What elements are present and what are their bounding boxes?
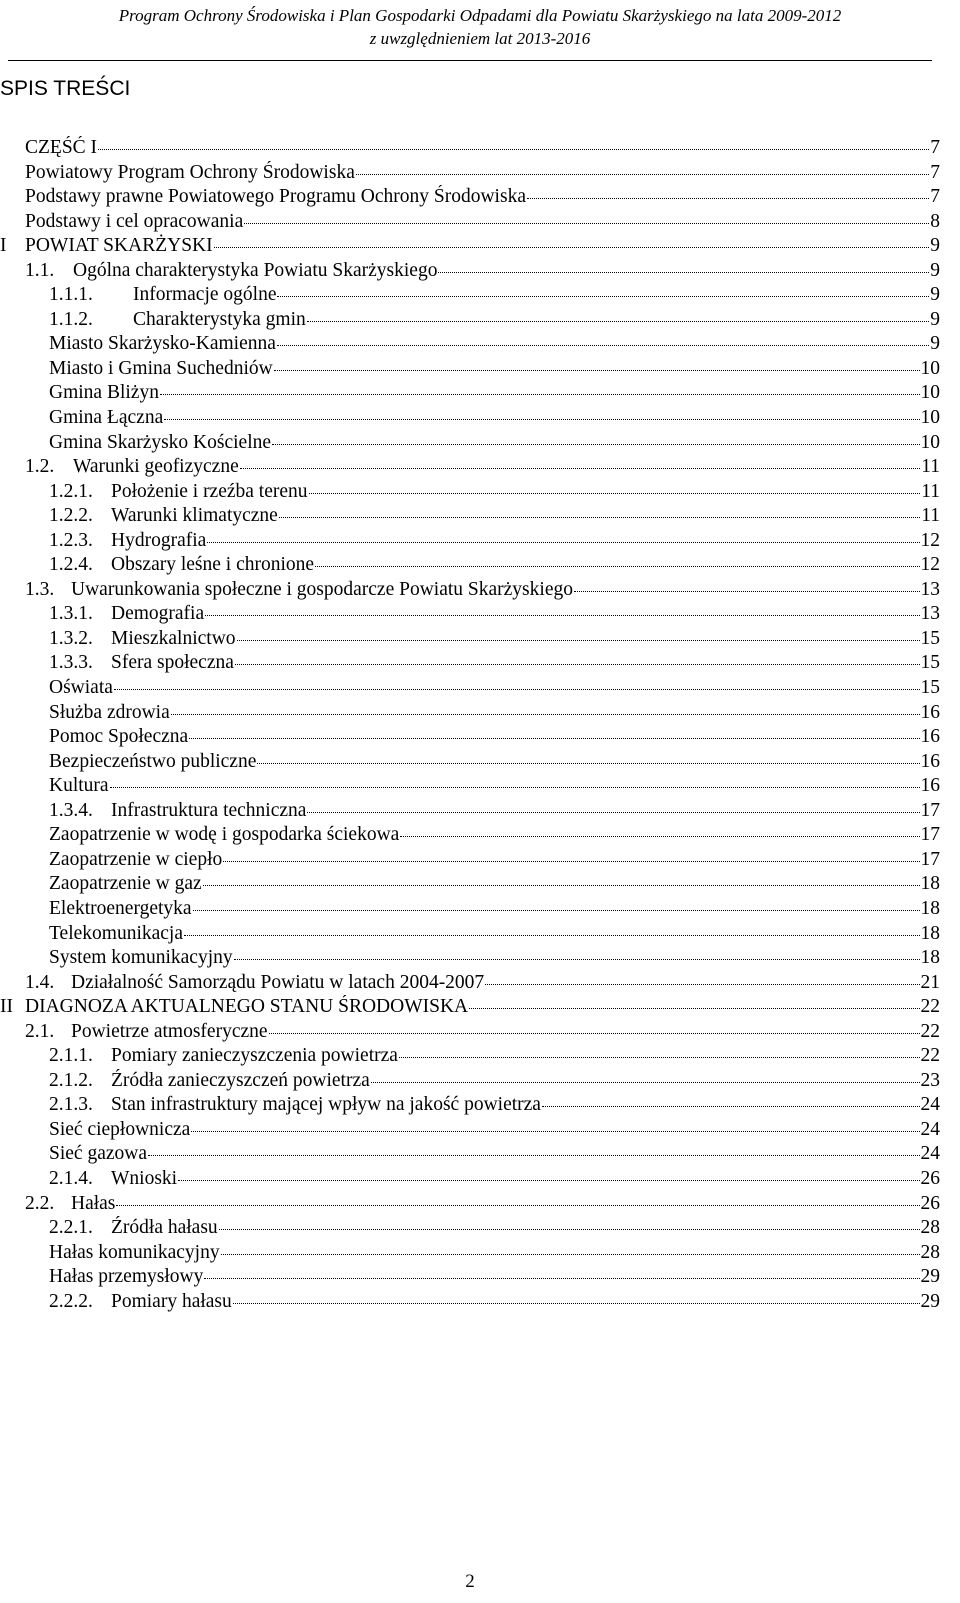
toc-dot-leader [214, 247, 930, 248]
toc-entry-number: 2.1.1. [49, 1045, 93, 1067]
toc-entry-title: Oświata [49, 677, 113, 699]
toc-dot-leader [233, 1303, 920, 1304]
toc-entry[interactable] [0, 627, 940, 652]
toc-entry[interactable] [0, 332, 940, 357]
toc-entry-number: 2.2.2. [49, 1290, 93, 1312]
toc-dot-leader [542, 1106, 920, 1107]
toc-dot-leader [219, 1229, 920, 1230]
toc-entry[interactable] [0, 1044, 940, 1069]
toc-entry-title: Gmina Bliżyn [49, 382, 159, 404]
toc-entry-title: CZĘŚĆ I [25, 137, 98, 158]
toc-entry-title: Gmina Łączna [49, 407, 164, 429]
toc-dot-leader [204, 1278, 919, 1279]
toc-dot-leader [277, 345, 929, 346]
toc-entry-title: Hałas komunikacyjny [49, 1241, 220, 1263]
toc-entry[interactable] [0, 1142, 940, 1167]
toc-entry-page: 24 [920, 1094, 940, 1116]
toc-entry-number: 1.3.1. [49, 603, 93, 625]
toc-dot-leader [315, 566, 919, 567]
toc-entry-page: 9 [930, 333, 940, 355]
toc-dot-leader [114, 689, 920, 690]
header-rule [8, 60, 932, 61]
toc-dot-leader [307, 812, 919, 813]
toc-entry-page: 17 [920, 848, 940, 870]
toc-dot-leader [184, 935, 920, 936]
toc-dot-leader [178, 1180, 919, 1181]
toc-entry[interactable] [0, 750, 940, 775]
toc-entry-page: 26 [920, 1167, 940, 1189]
toc-entry-number: 2.1.4. [49, 1167, 93, 1189]
toc-entry-title: Pomiary zanieczyszczenia powietrza [111, 1045, 398, 1067]
toc-entry[interactable] [0, 897, 940, 922]
toc-entry-page: 17 [920, 799, 940, 821]
toc-dot-leader [116, 1205, 919, 1206]
toc-entry[interactable] [0, 1020, 940, 1045]
toc-entry-title: Elektroenergetyka [49, 897, 192, 919]
toc-dot-leader [203, 885, 920, 886]
toc-entry-page: 16 [920, 775, 940, 797]
toc-dot-leader [277, 296, 929, 297]
toc-entry-title: Sfera społeczna [111, 652, 234, 674]
toc-dot-leader [148, 1155, 920, 1156]
toc-entry-page: 22 [920, 996, 940, 1018]
toc-dot-leader [164, 419, 919, 420]
toc-entry-title: Miasto Skarżysko-Kamienna [49, 333, 276, 355]
toc-entry-number: 1.2. [25, 456, 55, 478]
toc-entry-page: 18 [920, 897, 940, 919]
toc-entry[interactable] [0, 1290, 940, 1315]
toc-entry-title: Sieć gazowa [49, 1143, 147, 1165]
toc-dot-leader [207, 542, 919, 543]
toc-dot-leader [279, 517, 920, 518]
toc-entry-page: 18 [920, 922, 940, 944]
toc-entry[interactable] [0, 1265, 940, 1290]
toc-entry[interactable] [0, 1216, 940, 1241]
toc-entry[interactable] [0, 504, 940, 529]
toc-entry[interactable] [0, 651, 940, 676]
toc-entry[interactable] [0, 357, 940, 382]
toc-entry-page: 10 [920, 407, 940, 429]
toc-entry[interactable] [0, 848, 940, 873]
toc-entry-page: 15 [920, 627, 940, 649]
toc-entry-page: 13 [920, 578, 940, 600]
toc-entry-title: Telekomunikacja [49, 922, 183, 944]
toc-entry-title: DIAGNOZA AKTUALNEGO STANU ŚRODOWISKA [25, 996, 469, 1018]
toc-entry[interactable] [0, 480, 940, 505]
toc-entry-page: 11 [921, 480, 940, 502]
toc-entry[interactable] [0, 283, 940, 308]
toc-entry-title: POWIAT SKARŻYSKI [25, 235, 213, 257]
toc-entry[interactable] [0, 1167, 940, 1192]
toc-dot-leader [223, 861, 919, 862]
toc-entry-number: 1.1.1. [49, 284, 93, 306]
toc-entry[interactable] [0, 946, 940, 971]
toc-entry-number: 2.2.1. [49, 1217, 93, 1239]
toc-entry-page: 29 [920, 1266, 940, 1288]
toc-entry-title: Kultura [49, 775, 109, 797]
page-number: 2 [465, 1571, 475, 1592]
toc-entry-title: Informacje ogólne [133, 284, 277, 306]
toc-entry[interactable] [0, 799, 940, 824]
toc-title: SPIS TREŚCI [0, 77, 131, 100]
toc-entry-page: 10 [920, 382, 940, 404]
toc-entry-page: 22 [920, 1020, 940, 1042]
toc-entry-page: 16 [920, 701, 940, 723]
toc-entry-page: 18 [920, 947, 940, 969]
toc-dot-leader [574, 591, 920, 592]
toc-entry-number: 1.2.3. [49, 529, 93, 551]
toc-entry-number: 1.1.2. [49, 308, 93, 330]
toc-entry-title: Działalność Samorządu Powiatu w latach 2004-2007 [71, 971, 485, 993]
toc-entry[interactable] [0, 210, 940, 235]
toc-dot-leader [269, 1033, 920, 1034]
toc-dot-leader [309, 493, 921, 494]
toc-entry-number: 1.3.4. [49, 799, 93, 821]
toc-entry-title: Zaopatrzenie w wodę i gospodarka ściekowa [49, 824, 400, 846]
toc-entry-title: Charakterystyka gmin [133, 308, 306, 330]
running-header [0, 0, 960, 50]
toc-entry-title: Demografia [111, 603, 205, 625]
toc-entry-number: I [0, 235, 7, 257]
header-line-1: Program Ochrony Środowiska i Plan Gospodarki Odpadami dla Powiatu Skarżyskiego na lata 2009-2012 [118, 6, 842, 25]
toc-entry[interactable] [0, 234, 940, 259]
toc-entry[interactable] [0, 136, 940, 161]
toc-entry-page: 24 [920, 1143, 940, 1165]
toc-dot-leader [274, 370, 920, 371]
toc-entry-title: Infrastruktura techniczna [111, 799, 307, 821]
toc-entry-number: 2.2. [25, 1192, 55, 1214]
toc-entry-title: Warunki geofizyczne [73, 456, 239, 478]
toc-dot-leader [371, 1082, 920, 1083]
toc-dot-leader [527, 198, 929, 199]
toc-entry-page: 18 [920, 873, 940, 895]
toc-entry-number: 1.4. [25, 971, 55, 993]
toc-entry-number: 2.1.3. [49, 1094, 93, 1116]
toc-entry-page: 9 [930, 235, 940, 257]
toc-entry[interactable] [0, 455, 940, 480]
toc-entry-number: 1.3. [25, 578, 55, 600]
toc-dot-leader [469, 1008, 919, 1009]
toc-entry-page: 26 [920, 1192, 940, 1214]
toc-entry-number: 1.3.3. [49, 652, 93, 674]
toc-entry[interactable] [0, 259, 940, 284]
toc-entry-page: 21 [920, 971, 940, 993]
toc-entry-title: Położenie i rzeźba terenu [111, 480, 308, 502]
toc-entry[interactable] [0, 529, 940, 554]
toc-entry-number: 2.1.2. [49, 1069, 93, 1091]
toc-entry-title: Mieszkalnictwo [111, 627, 236, 649]
toc-entry-page: 9 [930, 308, 940, 330]
toc-dot-leader [171, 714, 920, 715]
toc-entry-title: Podstawy i cel opracowania [25, 210, 244, 232]
toc-dot-leader [356, 174, 929, 175]
toc-entry-title: Służba zdrowia [49, 701, 170, 723]
toc-dot-leader [272, 444, 919, 445]
toc-entry-title: Warunki klimatyczne [111, 505, 278, 527]
toc-entry-page: 7 [930, 161, 940, 183]
toc-entry-title: Wnioski [111, 1167, 178, 1189]
toc-entry[interactable] [0, 971, 940, 996]
toc-dot-leader [221, 1254, 920, 1255]
toc-dot-leader [438, 272, 929, 273]
toc-dot-leader [160, 394, 920, 395]
toc-dot-leader [485, 984, 919, 985]
toc-entry-number: 1.1. [25, 259, 55, 281]
toc-dot-leader [110, 787, 920, 788]
toc-entry-page: 8 [930, 210, 940, 232]
toc-dot-leader [244, 223, 929, 224]
toc-entry-title: Powiatowy Program Ochrony Środowiska [25, 161, 355, 183]
toc-entry-title: Obszary leśne i chronione [111, 554, 315, 576]
toc-entry[interactable] [0, 725, 940, 750]
toc-dot-leader [193, 910, 920, 911]
toc-dot-leader [399, 1057, 920, 1058]
toc-entry-number: 1.2.4. [49, 554, 93, 576]
toc-entry-title: Miasto i Gmina Suchedniów [49, 357, 273, 379]
toc-entry[interactable] [0, 431, 940, 456]
toc-dot-leader [240, 468, 920, 469]
toc-entry-page: 16 [920, 750, 940, 772]
toc-entry[interactable] [0, 995, 940, 1020]
toc-entry[interactable] [0, 553, 940, 578]
toc-entry[interactable] [0, 406, 940, 431]
toc-entry-number: 1.3.2. [49, 627, 93, 649]
toc-entry-page: 22 [920, 1045, 940, 1067]
toc-entry-title: System komunikacyjny [49, 947, 233, 969]
toc-dot-leader [234, 959, 920, 960]
toc-entry-number: 1.2.1. [49, 480, 93, 502]
toc-entry[interactable] [0, 872, 940, 897]
toc-entry-title: Źródła hałasu [111, 1217, 218, 1239]
toc-entry[interactable] [0, 774, 940, 799]
toc-entry-title: Pomoc Społeczna [49, 726, 189, 748]
toc-entry-title: Sieć ciepłownicza [49, 1118, 191, 1140]
toc-entry-title: Powietrze atmosferyczne [71, 1020, 268, 1042]
toc-entry-title: Hydrografia [111, 529, 207, 551]
toc-entry[interactable] [0, 1069, 940, 1094]
toc-entry-page: 7 [930, 186, 940, 208]
toc-entry-page: 15 [920, 677, 940, 699]
toc-entry-page: 29 [920, 1290, 940, 1312]
toc-entry-page: 7 [930, 137, 940, 158]
toc-entry[interactable] [0, 676, 940, 701]
toc-entry[interactable] [0, 1241, 940, 1266]
toc-entry[interactable] [0, 823, 940, 848]
toc-dot-leader [191, 1131, 919, 1132]
toc-entry-page: 12 [920, 529, 940, 551]
toc-entry-page: 9 [930, 259, 940, 281]
toc-entry-title: Zaopatrzenie w gaz [49, 873, 202, 895]
toc-entry-page: 16 [920, 726, 940, 748]
toc-entry-number: 1.2.2. [49, 505, 93, 527]
toc-entry-page: 9 [930, 284, 940, 306]
toc-entry-page: 10 [920, 431, 940, 453]
toc-dot-leader [400, 836, 919, 837]
table-of-contents [0, 136, 940, 1314]
toc-entry-title: Zaopatrzenie w ciepło [49, 848, 223, 870]
toc-entry[interactable] [0, 701, 940, 726]
toc-dot-leader [307, 321, 930, 322]
toc-entry[interactable] [0, 308, 940, 333]
toc-entry[interactable] [0, 1093, 940, 1118]
toc-entry[interactable] [0, 1118, 940, 1143]
toc-entry-title: Hałas [71, 1192, 116, 1214]
toc-entry-title: Gmina Skarżysko Kościelne [49, 431, 272, 453]
toc-entry[interactable] [0, 185, 940, 210]
toc-dot-leader [257, 763, 919, 764]
toc-entry-page: 13 [920, 603, 940, 625]
toc-entry[interactable] [0, 381, 940, 406]
toc-entry-page: 24 [920, 1118, 940, 1140]
toc-entry-page: 28 [920, 1241, 940, 1263]
toc-dot-leader [205, 615, 919, 616]
toc-entry[interactable] [0, 922, 940, 947]
toc-entry-page: 11 [921, 456, 940, 478]
toc-entry-title: Stan infrastruktury mającej wpływ na jakość powietrza [111, 1094, 541, 1116]
toc-entry-title: Hałas przemysłowy [49, 1266, 204, 1288]
toc-entry[interactable] [0, 602, 940, 627]
toc-entry-title: Źródła zanieczyszczeń powietrza [111, 1069, 370, 1091]
toc-entry[interactable] [0, 1192, 940, 1217]
toc-entry-title: Uwarunkowania społeczne i gospodarcze Powiatu Skarżyskiego [71, 578, 573, 600]
toc-entry-page: 15 [920, 652, 940, 674]
header-line-2: z uwzględnieniem lat 2013-2016 [369, 29, 591, 48]
toc-entry[interactable] [0, 161, 940, 186]
toc-entry-title: Bezpieczeństwo publiczne [49, 750, 257, 772]
toc-dot-leader [98, 149, 929, 150]
toc-entry-page: 12 [920, 554, 940, 576]
toc-entry-title: Pomiary hałasu [111, 1290, 232, 1312]
toc-entry-page: 10 [920, 357, 940, 379]
toc-entry-page: 28 [920, 1217, 940, 1239]
toc-entry-page: 17 [920, 824, 940, 846]
toc-entry-title: Podstawy prawne Powiatowego Programu Ochrony Środowiska [25, 186, 526, 208]
toc-dot-leader [237, 640, 920, 641]
toc-entry-page: 23 [920, 1069, 940, 1091]
toc-dot-leader [189, 738, 919, 739]
toc-entry-number: II [0, 996, 13, 1018]
toc-entry-page: 11 [921, 505, 940, 527]
toc-entry-number: 2.1. [25, 1020, 55, 1042]
toc-entry-title: Ogólna charakterystyka Powiatu Skarżyskiego [73, 259, 438, 281]
toc-dot-leader [235, 664, 920, 665]
toc-entry[interactable] [0, 578, 940, 603]
